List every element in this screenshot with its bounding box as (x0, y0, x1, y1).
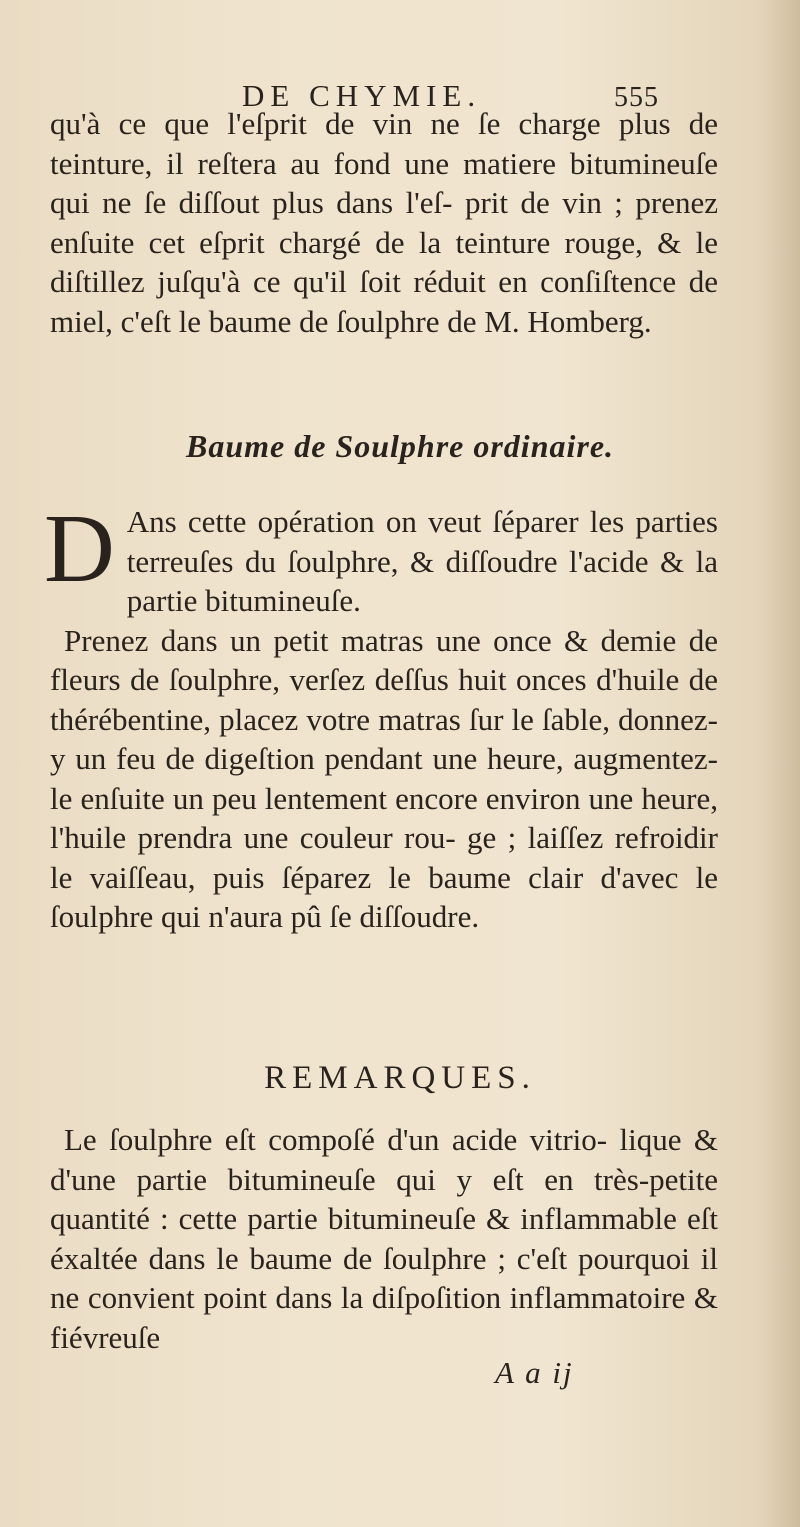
running-title: DE CHYMIE. (242, 78, 482, 113)
procedure-paragraph: Prenez dans un petit matras une once & demie de fleurs de ſoulphre, verſez deſſus huit onces d'huile de thérébentine, placez votre matras ſur le ſable, donnez-y un feu de digeſtion pendant une heure, augmentez-le enſuite un peu lentement encore environ une heure, l'huile prendra une couleur rou- ge ; laiſſez refroidir le vaiſſeau, puis ſéparez le baume clair d'avec le ſoulphre qui n'aura pû ſe diſſoudre. (50, 622, 718, 934)
opening-paragraph-block (50, 104, 718, 341)
section-title: Baume de Soulphre ordinaire. (185, 428, 615, 464)
remarks-paragraph: Le ſoulphre eſt compoſé d'un acide vitrio- lique & d'une partie bitumineuſe qui y eſt en très-petite quantité : cette partie bitumineuſe & inflammable eſt éxaltée dans le baume de ſoulphre ; c'eſt pourquoi il ne convient point dans la diſpoſition inflammatoire & fiévreuſe (50, 1122, 718, 1355)
opening-paragraph: qu'à ce que l'eſprit de vin ne ſe charge plus de teinture, il reſtera au fond une matiere bitumineuſe qui ne ſe diſſout plus dans l'eſ- prit de vin ; prenez enſuite cet eſprit chargé de la teinture rouge, & le diſtillez juſqu'à ce qu'il ſoit réduit en conſiſtence de miel, c'eſt le baume de ſoulphre de M. Homberg. (50, 106, 718, 339)
intro-text: Ans cette opération on veut ſéparer les parties terreuſes du ſoulphre, & diſſoudre l'acide & la partie bitumineuſe. (126, 504, 718, 618)
intro-paragraph (44, 495, 718, 621)
signature-mark: A a ij (495, 1355, 574, 1390)
page-number: 555 (614, 82, 659, 113)
remarks-block (50, 1120, 718, 1357)
remarks-heading: REMARQUES. (264, 1060, 536, 1096)
drop-cap: D (44, 495, 115, 603)
section-body (44, 495, 718, 937)
